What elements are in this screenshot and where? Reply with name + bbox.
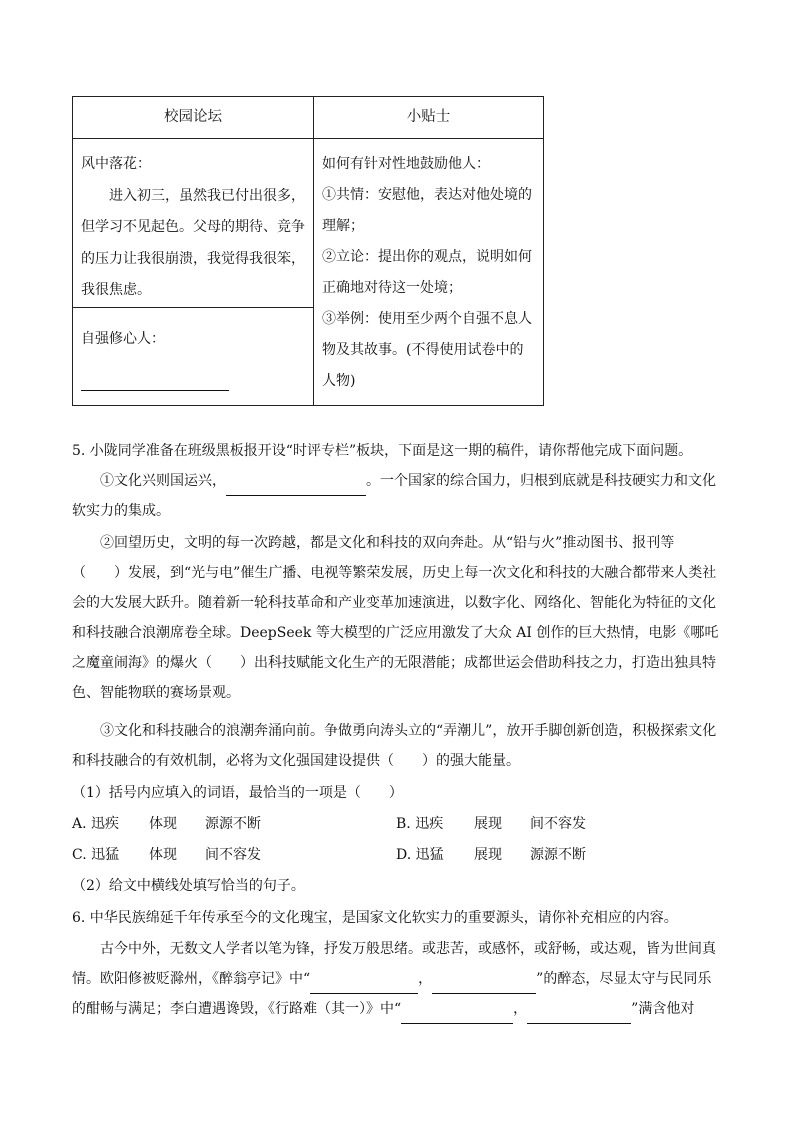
- q5-paragraph-2: ②回望历史，文明的每一次跨越，都是文化和科技的双向奔赴。从“铅与火”推动图书、报刊等（ ）发展，到“光与电”催生广播、电视等繁荣发展，历史上每一次文化和科技的大融合都带来人类社会的大发展大跃升。随着新一轮科技革命和产业变革加速演进，以数字化、网络化、智能化为特征的文化和科技融合浪潮席卷全球。DeepSeek 等大模型的广泛应用激发了大众 AI 创作的巨大热情，电影《哪吒之魔童闹海》的爆火（ ）出科技赋能文化生产的无限潜能；成都世运会借助科技之力，打造出独具特色、智能物联的赛场景观。: [72, 535, 719, 701]
- q6-stem: 6. 中华民族绵延千年传承至今的文化瑰宝，是国家文化软实力的重要源头，请你补充相应的内容。: [72, 910, 678, 926]
- q5-stem: 5. 小陇同学准备在班级黑板报开设“时评专栏”板块，下面是这一期的稿件，请你帮他完成下面问题。: [72, 443, 693, 459]
- option-a-word2: 体现: [149, 816, 177, 832]
- tips-title: 如何有针对性地鼓励他人：: [322, 156, 490, 172]
- option-c-word3: 间不容发: [205, 847, 261, 863]
- forum-header: 校园论坛: [73, 97, 314, 139]
- option-d-word3: 源源不断: [530, 847, 586, 863]
- option-a-word3: 源源不断: [205, 816, 261, 832]
- q5-paragraph-1: [72, 466, 722, 526]
- option-b-word3: 间不容发: [530, 816, 586, 832]
- reply-label: 自强修心人：: [81, 330, 165, 347]
- reply-answer-line[interactable]: [81, 370, 229, 391]
- option-c[interactable]: [72, 840, 261, 870]
- option-d-word2: 展现: [474, 847, 502, 863]
- option-d-word1: D. 迅猛: [396, 847, 444, 863]
- tips-cell: [314, 139, 544, 406]
- q6-paragraph: [72, 934, 722, 1024]
- q5-sub2: （2）给文中横线处填写恰当的句子。: [72, 878, 305, 894]
- option-a[interactable]: [72, 809, 261, 839]
- post-author: 风中落花：: [81, 156, 151, 172]
- option-d[interactable]: [396, 840, 586, 870]
- option-b-word2: 展现: [474, 816, 502, 832]
- tips-header: 小贴士: [314, 97, 544, 139]
- reply-cell: [73, 307, 314, 405]
- post-text: 进入初三，虽然我已付出很多，但学习不见起色。父母的期待、竞争的压力让我很崩溃，我觉得我很笨，我很焦虑。: [81, 187, 305, 298]
- q5-sub1: （1）括号内应填入的词语，最恰当的一项是（ ）: [72, 785, 403, 801]
- option-c-word2: 体现: [149, 847, 177, 863]
- q6-blank-1[interactable]: [310, 975, 418, 994]
- q6-blank-4[interactable]: [527, 1005, 631, 1024]
- q6-p1-end: ”满含他对: [631, 1001, 695, 1017]
- option-b[interactable]: [396, 809, 586, 839]
- q6-comma-1: ，: [418, 971, 433, 987]
- q6-blank-3[interactable]: [401, 1005, 513, 1024]
- q5-p1-start: ①文化兴则国运兴，: [100, 473, 226, 489]
- option-c-word1: C. 迅猛: [72, 847, 120, 863]
- option-b-word1: B. 迅疾: [396, 816, 444, 832]
- q6-p1-middle: ”的醉态，尽显太守与民同乐的酣畅与满足；李白遭遇谗毁，《行路难（其一）》中“: [72, 971, 712, 1017]
- tip-empathy: ①共情：安慰他，表达对他处境的理解；: [322, 187, 532, 234]
- q6-comma-2: ，: [513, 1001, 528, 1017]
- q5-p1-end: 。一个国家的综合国力，归根到底就是科技硬实力和文化软实力的集成。: [72, 473, 716, 519]
- q6-p1-start: 古今中外，无数文人学者以笔为锋，抒发万般思绪。或悲苦，或感怀，或舒畅，或达观，皆为世间真情。欧阳修被贬滁州，《醉翁亭记》中“: [72, 941, 716, 987]
- post-cell: [73, 139, 314, 308]
- q5-paragraph-3: ③文化和科技融合的浪潮奔涌向前。争做勇向涛头立的“弄潮儿”，放开手脚创新创造，积极探索文化和科技融合的有效机制，必将为文化强国建设提供（ ）的强大能量。: [72, 723, 717, 769]
- tip-argument: ②立论：提出你的观点，说明如何正确地对待这一处境；: [322, 249, 532, 296]
- option-a-word1: A. 迅疾: [72, 816, 120, 832]
- forum-table: [72, 96, 544, 406]
- tip-example: ③举例：使用至少两个自强不息人物及其故事。(不得使用试卷中的人物): [322, 311, 532, 389]
- q5-blank-line[interactable]: [226, 477, 366, 496]
- q6-blank-2[interactable]: [432, 975, 536, 994]
